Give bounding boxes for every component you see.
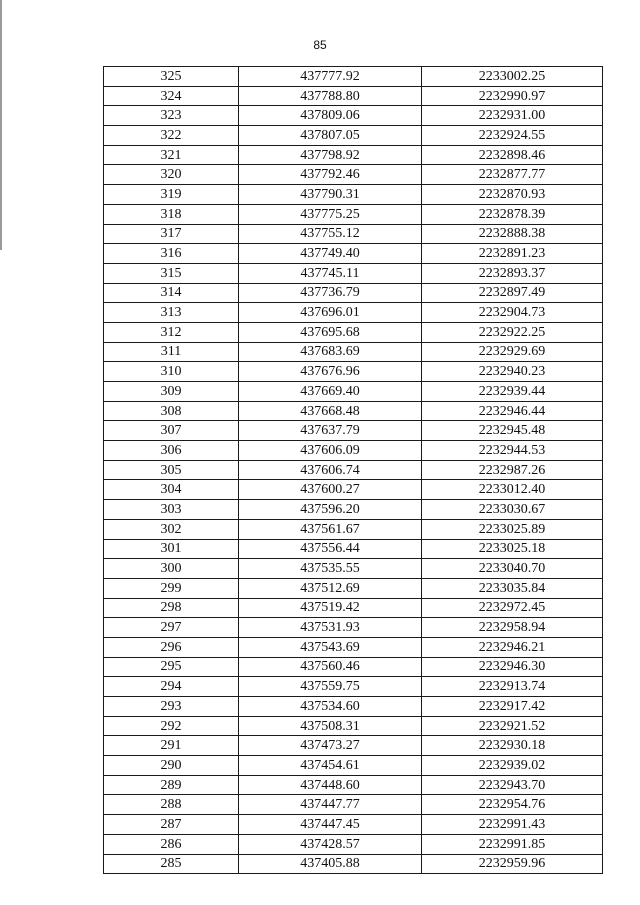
point-number-cell: 293	[104, 697, 239, 717]
y-coordinate-cell: 2232924.55	[422, 126, 603, 146]
table-row	[104, 67, 603, 87]
point-number-cell: 291	[104, 736, 239, 756]
table-row	[104, 657, 603, 677]
table-row	[104, 716, 603, 736]
x-coordinate-cell: 437596.20	[239, 500, 422, 520]
point-number-cell: 315	[104, 263, 239, 283]
y-coordinate-cell: 2232939.44	[422, 382, 603, 402]
y-coordinate-cell: 2233040.70	[422, 559, 603, 579]
page-number: 85	[313, 38, 327, 52]
point-number-cell: 316	[104, 244, 239, 264]
y-coordinate-cell: 2232870.93	[422, 185, 603, 205]
table-row	[104, 224, 603, 244]
point-number-cell: 285	[104, 854, 239, 874]
x-coordinate-cell: 437561.67	[239, 519, 422, 539]
point-number-cell: 309	[104, 382, 239, 402]
y-coordinate-cell: 2232878.39	[422, 204, 603, 224]
table-row	[104, 578, 603, 598]
point-number-cell: 297	[104, 618, 239, 638]
table-row	[104, 460, 603, 480]
point-number-cell: 313	[104, 303, 239, 323]
y-coordinate-cell: 2232946.44	[422, 401, 603, 421]
point-number-cell: 306	[104, 441, 239, 461]
point-number-cell: 289	[104, 775, 239, 795]
point-number-cell: 303	[104, 500, 239, 520]
x-coordinate-cell: 437775.25	[239, 204, 422, 224]
x-coordinate-cell: 437535.55	[239, 559, 422, 579]
point-number-cell: 292	[104, 716, 239, 736]
y-coordinate-cell: 2232958.94	[422, 618, 603, 638]
x-coordinate-cell: 437508.31	[239, 716, 422, 736]
table-row	[104, 500, 603, 520]
table-row	[104, 106, 603, 126]
table-row	[104, 795, 603, 815]
table-row	[104, 815, 603, 835]
table-row	[104, 126, 603, 146]
x-coordinate-cell: 437512.69	[239, 578, 422, 598]
table-row	[104, 382, 603, 402]
point-number-cell: 286	[104, 834, 239, 854]
x-coordinate-cell: 437668.48	[239, 401, 422, 421]
table-row	[104, 362, 603, 382]
x-coordinate-cell: 437531.93	[239, 618, 422, 638]
table-row	[104, 598, 603, 618]
x-coordinate-cell: 437683.69	[239, 342, 422, 362]
x-coordinate-cell: 437695.68	[239, 322, 422, 342]
table-row	[104, 854, 603, 874]
point-number-cell: 307	[104, 421, 239, 441]
x-coordinate-cell: 437790.31	[239, 185, 422, 205]
x-coordinate-cell: 437749.40	[239, 244, 422, 264]
y-coordinate-cell: 2232959.96	[422, 854, 603, 874]
table-row	[104, 539, 603, 559]
y-coordinate-cell: 2232972.45	[422, 598, 603, 618]
point-number-cell: 323	[104, 106, 239, 126]
x-coordinate-cell: 437448.60	[239, 775, 422, 795]
x-coordinate-cell: 437736.79	[239, 283, 422, 303]
point-number-cell: 298	[104, 598, 239, 618]
y-coordinate-cell: 2232944.53	[422, 441, 603, 461]
y-coordinate-cell: 2232877.77	[422, 165, 603, 185]
point-number-cell: 287	[104, 815, 239, 835]
table-row	[104, 697, 603, 717]
point-number-cell: 317	[104, 224, 239, 244]
x-coordinate-cell: 437637.79	[239, 421, 422, 441]
table-row	[104, 775, 603, 795]
x-coordinate-cell: 437447.45	[239, 815, 422, 835]
y-coordinate-cell: 2233025.89	[422, 519, 603, 539]
x-coordinate-cell: 437798.92	[239, 145, 422, 165]
x-coordinate-cell: 437534.60	[239, 697, 422, 717]
y-coordinate-cell: 2232893.37	[422, 263, 603, 283]
y-coordinate-cell: 2232954.76	[422, 795, 603, 815]
y-coordinate-cell: 2232945.48	[422, 421, 603, 441]
y-coordinate-cell: 2232939.02	[422, 756, 603, 776]
y-coordinate-cell: 2232940.23	[422, 362, 603, 382]
y-coordinate-cell: 2232946.30	[422, 657, 603, 677]
point-number-cell: 288	[104, 795, 239, 815]
x-coordinate-cell: 437788.80	[239, 86, 422, 106]
x-coordinate-cell: 437606.74	[239, 460, 422, 480]
table-row	[104, 421, 603, 441]
x-coordinate-cell: 437809.06	[239, 106, 422, 126]
y-coordinate-cell: 2232991.43	[422, 815, 603, 835]
x-coordinate-cell: 437600.27	[239, 480, 422, 500]
point-number-cell: 324	[104, 86, 239, 106]
y-coordinate-cell: 2232922.25	[422, 322, 603, 342]
coordinates-table	[103, 66, 603, 874]
table-row	[104, 441, 603, 461]
x-coordinate-cell: 437792.46	[239, 165, 422, 185]
coordinates-table-body	[104, 67, 603, 874]
table-row	[104, 204, 603, 224]
point-number-cell: 319	[104, 185, 239, 205]
table-row	[104, 736, 603, 756]
table-row	[104, 401, 603, 421]
x-coordinate-cell: 437696.01	[239, 303, 422, 323]
y-coordinate-cell: 2232991.85	[422, 834, 603, 854]
y-coordinate-cell: 2232917.42	[422, 697, 603, 717]
point-number-cell: 300	[104, 559, 239, 579]
y-coordinate-cell: 2233025.18	[422, 539, 603, 559]
table-row	[104, 342, 603, 362]
table-row	[104, 756, 603, 776]
y-coordinate-cell: 2232888.38	[422, 224, 603, 244]
y-coordinate-cell: 2232987.26	[422, 460, 603, 480]
table-row	[104, 677, 603, 697]
x-coordinate-cell: 437606.09	[239, 441, 422, 461]
y-coordinate-cell: 2232943.70	[422, 775, 603, 795]
x-coordinate-cell: 437454.61	[239, 756, 422, 776]
table-row	[104, 618, 603, 638]
point-number-cell: 295	[104, 657, 239, 677]
x-coordinate-cell: 437560.46	[239, 657, 422, 677]
table-row	[104, 145, 603, 165]
x-coordinate-cell: 437777.92	[239, 67, 422, 87]
point-number-cell: 311	[104, 342, 239, 362]
point-number-cell: 302	[104, 519, 239, 539]
y-coordinate-cell: 2232931.00	[422, 106, 603, 126]
x-coordinate-cell: 437556.44	[239, 539, 422, 559]
y-coordinate-cell: 2233030.67	[422, 500, 603, 520]
table-row	[104, 559, 603, 579]
y-coordinate-cell: 2233012.40	[422, 480, 603, 500]
point-number-cell: 325	[104, 67, 239, 87]
table-row	[104, 480, 603, 500]
x-coordinate-cell: 437473.27	[239, 736, 422, 756]
point-number-cell: 294	[104, 677, 239, 697]
point-number-cell: 304	[104, 480, 239, 500]
table-row	[104, 322, 603, 342]
y-coordinate-cell: 2232929.69	[422, 342, 603, 362]
point-number-cell: 301	[104, 539, 239, 559]
y-coordinate-cell: 2232897.49	[422, 283, 603, 303]
x-coordinate-cell: 437669.40	[239, 382, 422, 402]
point-number-cell: 310	[104, 362, 239, 382]
point-number-cell: 296	[104, 637, 239, 657]
point-number-cell: 290	[104, 756, 239, 776]
table-row	[104, 519, 603, 539]
x-coordinate-cell: 437543.69	[239, 637, 422, 657]
x-coordinate-cell: 437559.75	[239, 677, 422, 697]
x-coordinate-cell: 437519.42	[239, 598, 422, 618]
x-coordinate-cell: 437428.57	[239, 834, 422, 854]
x-coordinate-cell: 437405.88	[239, 854, 422, 874]
table-row	[104, 283, 603, 303]
point-number-cell: 299	[104, 578, 239, 598]
point-number-cell: 322	[104, 126, 239, 146]
table-row	[104, 303, 603, 323]
y-coordinate-cell: 2232930.18	[422, 736, 603, 756]
point-number-cell: 312	[104, 322, 239, 342]
y-coordinate-cell: 2232904.73	[422, 303, 603, 323]
point-number-cell: 308	[104, 401, 239, 421]
x-coordinate-cell: 437755.12	[239, 224, 422, 244]
y-coordinate-cell: 2232946.21	[422, 637, 603, 657]
table-row	[104, 834, 603, 854]
x-coordinate-cell: 437807.05	[239, 126, 422, 146]
y-coordinate-cell: 2232921.52	[422, 716, 603, 736]
table-row	[104, 637, 603, 657]
y-coordinate-cell: 2232913.74	[422, 677, 603, 697]
table-row	[104, 244, 603, 264]
y-coordinate-cell: 2233035.84	[422, 578, 603, 598]
point-number-cell: 318	[104, 204, 239, 224]
point-number-cell: 314	[104, 283, 239, 303]
x-coordinate-cell: 437447.77	[239, 795, 422, 815]
point-number-cell: 305	[104, 460, 239, 480]
point-number-cell: 321	[104, 145, 239, 165]
y-coordinate-cell: 2232990.97	[422, 86, 603, 106]
y-coordinate-cell: 2233002.25	[422, 67, 603, 87]
table-row	[104, 185, 603, 205]
table-row	[104, 165, 603, 185]
y-coordinate-cell: 2232898.46	[422, 145, 603, 165]
table-row	[104, 263, 603, 283]
x-coordinate-cell: 437745.11	[239, 263, 422, 283]
point-number-cell: 320	[104, 165, 239, 185]
y-coordinate-cell: 2232891.23	[422, 244, 603, 264]
x-coordinate-cell: 437676.96	[239, 362, 422, 382]
table-row	[104, 86, 603, 106]
